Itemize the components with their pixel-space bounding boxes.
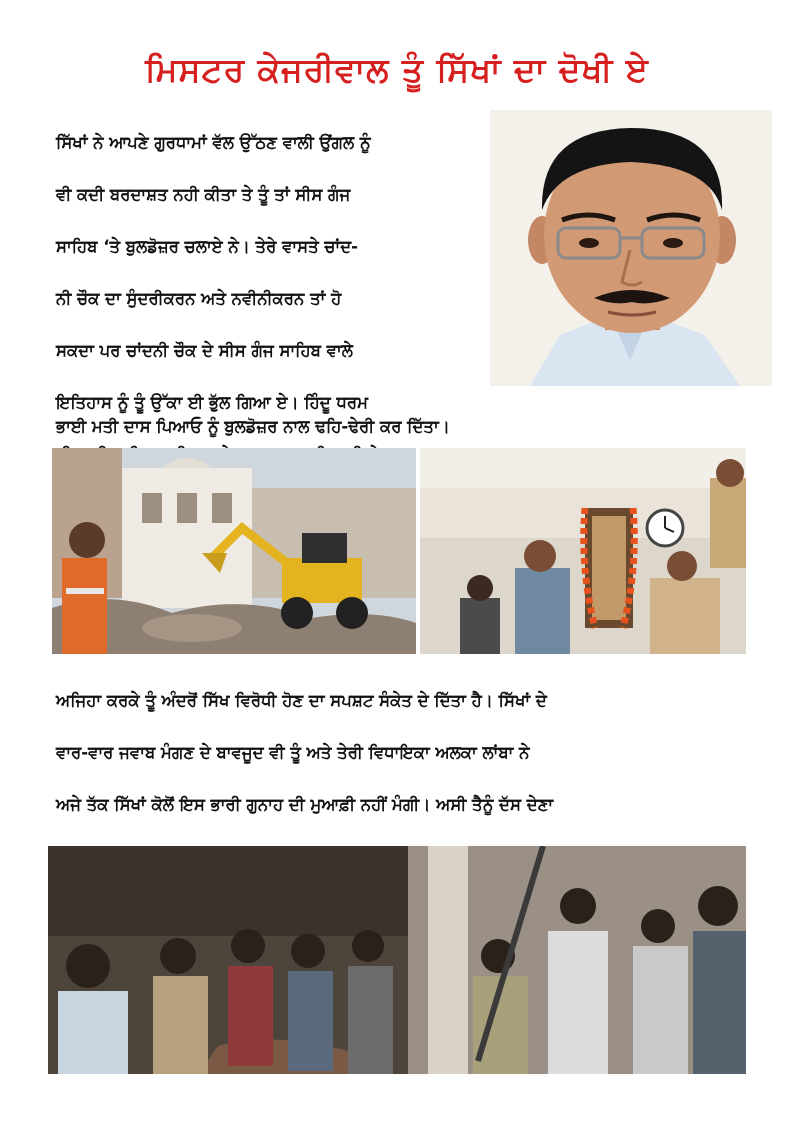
demolition-photo	[52, 448, 416, 654]
portrait-photo	[490, 110, 772, 386]
paragraph-2-line: ਵਾਰ-ਵਾਰ ਜਵਾਬ ਮੰਗਣ ਦੇ ਬਾਵਜੂਦ ਵੀ ਤੂੰ ਅਤੇ ਤੇਰੀ ਵਿਧਾਇਕਾ ਅਲਕਾ ਲਾਂਬਾ ਨੇ	[56, 743, 530, 762]
paragraph-1-line: ਸਾਹਿਬ ‘ਤੇ ਬੁਲਡੋਜ਼ਰ ਚਲਾਏ ਨੇ। ਤੇਰੇ ਵਾਸਤੇ ਚਾਂਦ-	[56, 237, 358, 256]
crowd-demolition-photo	[48, 846, 746, 1074]
paragraph-1-line: ਸਕਦਾ ਪਰ ਚਾਂਦਨੀ ਚੌਕ ਦੇ ਸੀਸ ਗੰਜ ਸਾਹਿਬ ਵਾਲੇ	[56, 341, 353, 360]
paragraph-1-last-line: ਭਾਈ ਮਤੀ ਦਾਸ ਪਿਆਓ ਨੂੰ ਬੁਲਡੋਜ਼ਰ ਨਾਲ ਢਹਿ-ਢੇਰੀ ਕਰ ਦਿੱਤਾ।	[56, 417, 450, 436]
paragraph-1-line: ਇਤਿਹਾਸ ਨੂੰ ਤੂੰ ਉੱਕਾ ਈ ਭੁੱਲ ਗਿਆ ਏ। ਹਿੰਦੂ ਧਰਮ	[56, 393, 368, 412]
page-title: ਮਿਸਟਰ ਕੇਜਰੀਵਾਲ ਤੂੰ ਸਿੱਖਾਂ ਦਾ ਦੋਖੀ ਏ	[145, 50, 649, 89]
paragraph-2-line: ਅਜਿਹਾ ਕਰਕੇ ਤੂੰ ਅੰਦਰੋਂ ਸਿੱਖ ਵਿਰੋਧੀ ਹੋਣ ਦਾ ਸਪਸ਼ਟ ਸੰਕੇਤ ਦੇ ਦਿੱਤਾ ਹੈ। ਸਿੱਖਾਂ ਦੇ	[56, 691, 547, 710]
paragraph-1-line: ਵੀ ਕਦੀ ਬਰਦਾਸ਼ਤ ਨਹੀ ਕੀਤਾ ਤੇ ਤੂੰ ਤਾਂ ਸੀਸ ਗੰਜ	[56, 185, 351, 204]
portrait-removal-photo	[420, 448, 746, 654]
paragraph-1-line: ਨੀ ਚੌਕ ਦਾ ਸੁੰਦਰੀਕਰਨ ਅਤੇ ਨਵੀਨੀਕਰਨ ਤਾਂ ਹੋ	[56, 289, 342, 308]
paragraph-1-line: ਸਿੱਖਾਂ ਨੇ ਆਪਣੇ ਗੁਰਧਾਮਾਂ ਵੱਲ ਉੱਠਣ ਵਾਲੀ ਉਂਗਲ ਨੂੰ	[56, 133, 371, 152]
paragraph-2-line: ਅਜੇ ਤੱਕ ਸਿੱਖਾਂ ਕੋਲੋਂ ਇਸ ਭਾਰੀ ਗੁਨਾਹ ਦੀ ਮੁਆਫ਼ੀ ਨਹੀਂ ਮੰਗੀ। ਅਸੀ ਤੈਨੂੰ ਦੱਸ ਦੇਣਾ	[56, 795, 554, 814]
